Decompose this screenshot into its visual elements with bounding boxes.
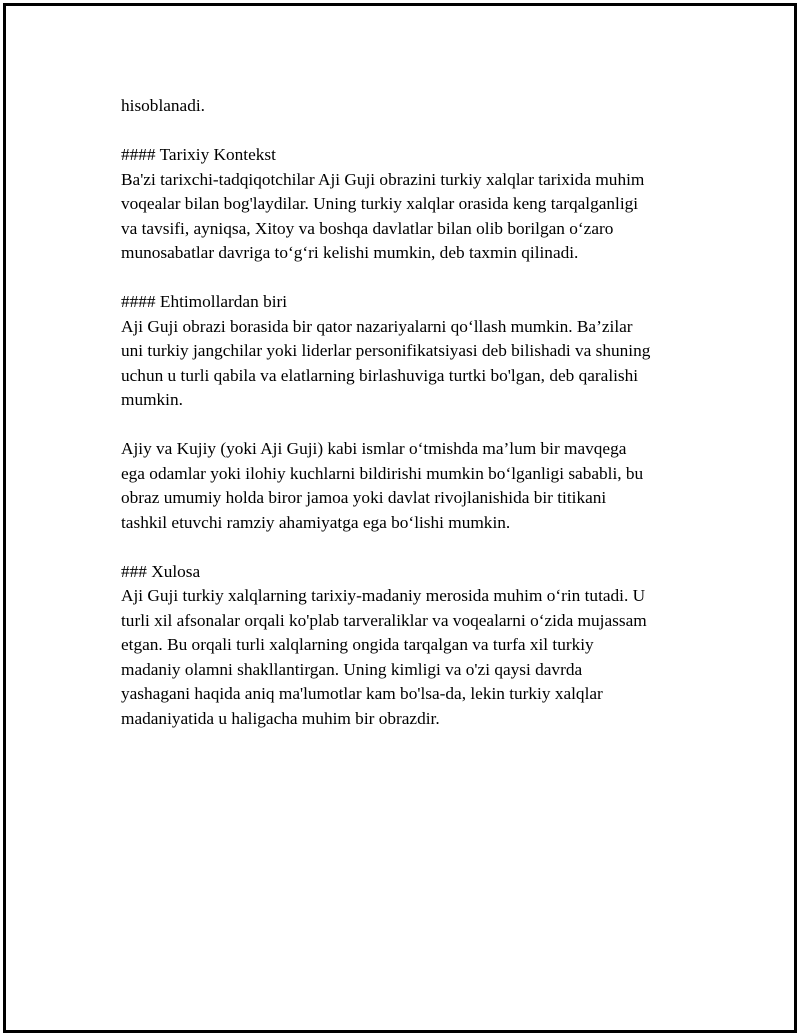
text-line: obraz umumiy holda biror jamoa yoki davlat rivojlanishida bir titikani [121,488,607,507]
section-xulosa [121,560,711,732]
text-line: madaniy olamni shakllantirgan. Uning kimligi va o'zi qaysi davrda [121,659,583,679]
document-page [3,3,797,1033]
section-heading: #### Ehtimollardan biri [121,292,288,311]
text-line: ega odamlar yoki ilohiy kuchlarni bildirishi mumkin bo‘lganligi sababli, bu [121,463,644,483]
document-body [121,94,711,756]
paragraph-ajiy-kujiy [121,437,711,535]
section-heading: ### Xulosa [121,561,201,581]
text-line: va tavsifi, ayniqsa, Xitoy va boshqa davlatlar bilan olib borilgan o‘zaro [121,218,614,238]
text-line: uni turkiy jangchilar yoki liderlar personifikatsiyasi deb bilishadi va shuning [121,341,651,360]
text-line: turli xil afsonalar orqali ko'plab tarveraliklar va voqealarni o‘zida mujassam [121,610,647,630]
text-line: Aji Guji obrazi borasida bir qator nazariyalarni qo‘llash mumkin. Ba’zilar [121,316,633,336]
text-line: voqealar bilan bog'laydilar. Uning turkiy xalqlar orasida keng tarqalganligi [121,194,639,213]
text-line: Ba'zi tarixchi-tadqiqotchilar Aji Guji obrazini turkiy xalqlar tarixida muhim [121,169,645,189]
text-line: Aji Guji turkiy xalqlarning tarixiy-madaniy merosida muhim o‘rin tutadi. U [121,586,646,605]
section-heading: #### Tarixiy Kontekst [121,145,276,164]
text-line: tashkil etuvchi ramziy ahamiyatga ega bo‘lishi mumkin. [121,512,511,532]
section-ehtimollardan-biri [121,290,711,413]
text-line: madaniyatida u haligacha muhim bir obrazdir. [121,708,440,728]
text-line: hisoblanadi. [121,96,205,115]
section-tarixiy-kontekst [121,143,711,266]
text-line: munosabatlar davriga to‘g‘ri kelishi mumkin, deb taxmin qilinadi. [121,243,579,262]
paragraph-continuation [121,94,711,119]
text-line: mumkin. [121,390,183,409]
text-line: yashagani haqida aniq ma'lumotlar kam bo'lsa-da, lekin turkiy xalqlar [121,684,603,703]
text-line: etgan. Bu orqali turli xalqlarning ongida tarqalgan va turfa xil turkiy [121,635,594,654]
text-line: Ajiy va Kujiy (yoki Aji Guji) kabi ismlar o‘tmishda ma’lum bir mavqega [121,439,627,458]
text-line: uchun u turli qabila va elatlarning birlashuviga turtki bo'lgan, deb qaralishi [121,365,639,385]
